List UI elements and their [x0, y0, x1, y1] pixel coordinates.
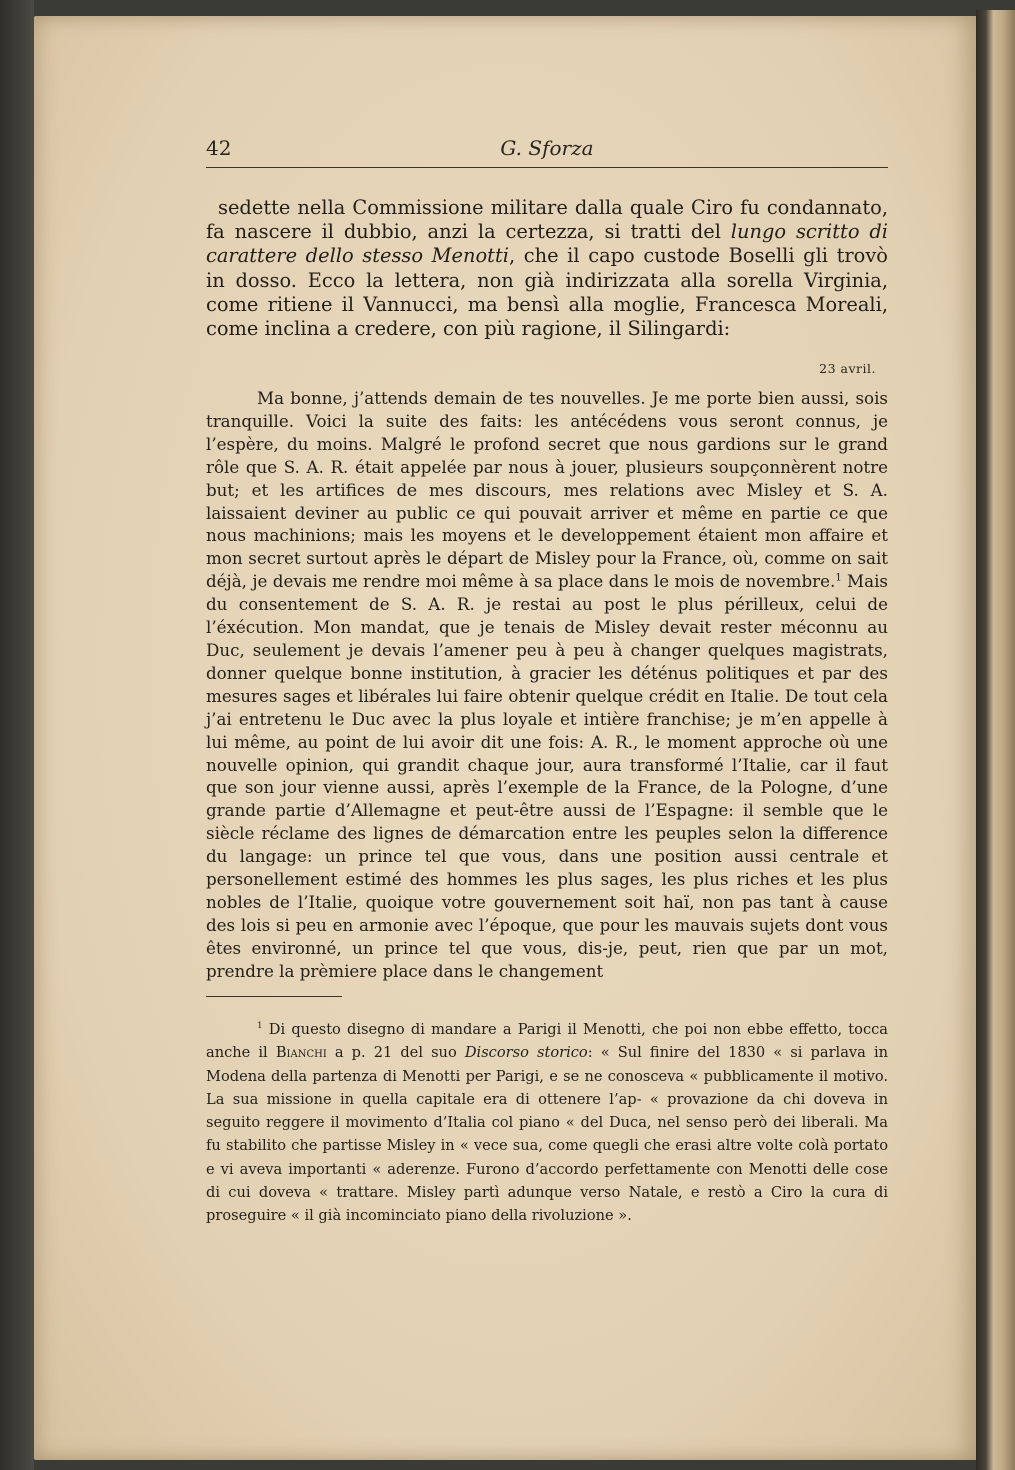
footnote-marker: 1 [257, 1021, 263, 1032]
letter-text-1: Ma bonne, j’attends demain de tes nouvelles. Je me porte bien aussi, sois tranquille. Voici la suite des faits: les antécédens vous seront connus, je l’espère, du moins. Malgré le profond secret que nous gardions sur le grand rôle que S. A. R. était appelée par nous à jouer, plusieurs soupçonnèrent notre but; et les artifices de mes discours, mes relations avec Misley et S. A. laissaient deviner au public ce qui pouvait arriver et même en partie ce que nous machinions; mais les moyens et le developpement étaient mon affaire et mon secret surtout après le départ de Misley pour la France, où, comme on sait déjà, je devais me rendre moi même à sa place dans le mois de novembre. [206, 388, 888, 592]
footnote-work-title: Discorso storico [464, 1044, 588, 1062]
body-paragraph [206, 196, 888, 341]
body-text-2: , che il capo custode Boselli gli trovò in dosso. Ecco la lettera, non già indirizzata alla sorella Virginia, come ritiene il Vannucci, ma bensì alla moglie, Francesca Moreali, come inclina a credere, con più ragione, il Silingardi: [206, 244, 888, 341]
footnote [206, 1018, 888, 1228]
letter-date: 23 avril. [819, 361, 876, 376]
footnote-reference: 1 [835, 572, 842, 584]
footnote-rule [206, 996, 342, 997]
body-italic-quote: lungo scritto di carattere dello stesso Menotti [206, 220, 888, 268]
footnote-text-1: Di questo disegno di mandare a Parigi il Menotti, che poi non ebbe effetto, tocca anche il [206, 1021, 888, 1062]
page-header [206, 136, 888, 160]
scan-left-margin [0, 0, 34, 1470]
footnote-author: Bianchi [275, 1044, 327, 1062]
letter-text-2: Mais du consentement de S. A. R. je restai au post le plus périlleux, celui de l’éxécution. Mon mandat, que je tenais de Misley devait rester méconnu au Duc, seulement je devais l’amener peu à peu à changer quelques magistrats, donner quelque bonne institution, à gracier les déténus politiques et par des mesures sages et libérales lui faire obtenir quelque crédit en Italie. De tout cela j’ai entretenu le Duc avec la plus loyale et intière franchise; je m’en appelle à lui même, au point de lui avoir dit une fois: A. R., le moment approche où une nouvelle opinion, qui grandit chaque jour, aura transformé l’Italie, car il faut que son jour vienne aussi, après l’exemple de la France, de la Pologne, d’une grande partie d’Allemagne et peut-être aussi de l’Espagne: il semble que le siècle réclame des lignes de démarcation entre les peuples selon la difference du langage: un prince tel que vous, dans une position aussi centrale et personellement estimé des hommes les plus sages, les plus riches et les plus nobles de l’Italie, quoique votre gouvernement soit haï, non pas tant à cause des lois si peu en armonie avec l’époque, que pour les mauvais sujets dont vous êtes environné, un prince tel que vous, dis-je, peut, rien que par un mot, prendre la prèmiere place dans le changement [206, 571, 888, 981]
footnote-text-3: : « Sul finire del 1830 « si parlava in Modena della partenza di Menotti per Parigi, e se ne conosceva « pubblicamente il motivo. La sua missione in quella capitale era di ottenere l’ap- « provazione da chi doveva in seguito reggere il movimento d’Italia col piano « del Duca, nel senso però dei liberali. Ma fu stabilito che partisse Misley in « vece sua, come quegli che erasi altre volte colà portato e vi aveva importanti « aderenze. Furono d’accordo perfettamente con Menotti delle cose di cui doveva « trattare. Misley partì adunque verso Natale, e restò a Ciro la cura di proseguire « il già incominciato piano della rivoluzione ». [206, 1044, 889, 1225]
footnote-text-2: a p. 21 del suo [326, 1044, 465, 1062]
running-head: G. Sforza [500, 136, 594, 160]
body-text-1: sedette nella Commissione militare dalla quale Ciro fu condannato, fa nascere il dubbio, anzi la certezza, si tratti del [206, 196, 888, 244]
quoted-letter [206, 387, 888, 983]
book-spine [976, 10, 1015, 1470]
page-number: 42 [206, 136, 232, 160]
header-rule [206, 167, 888, 168]
